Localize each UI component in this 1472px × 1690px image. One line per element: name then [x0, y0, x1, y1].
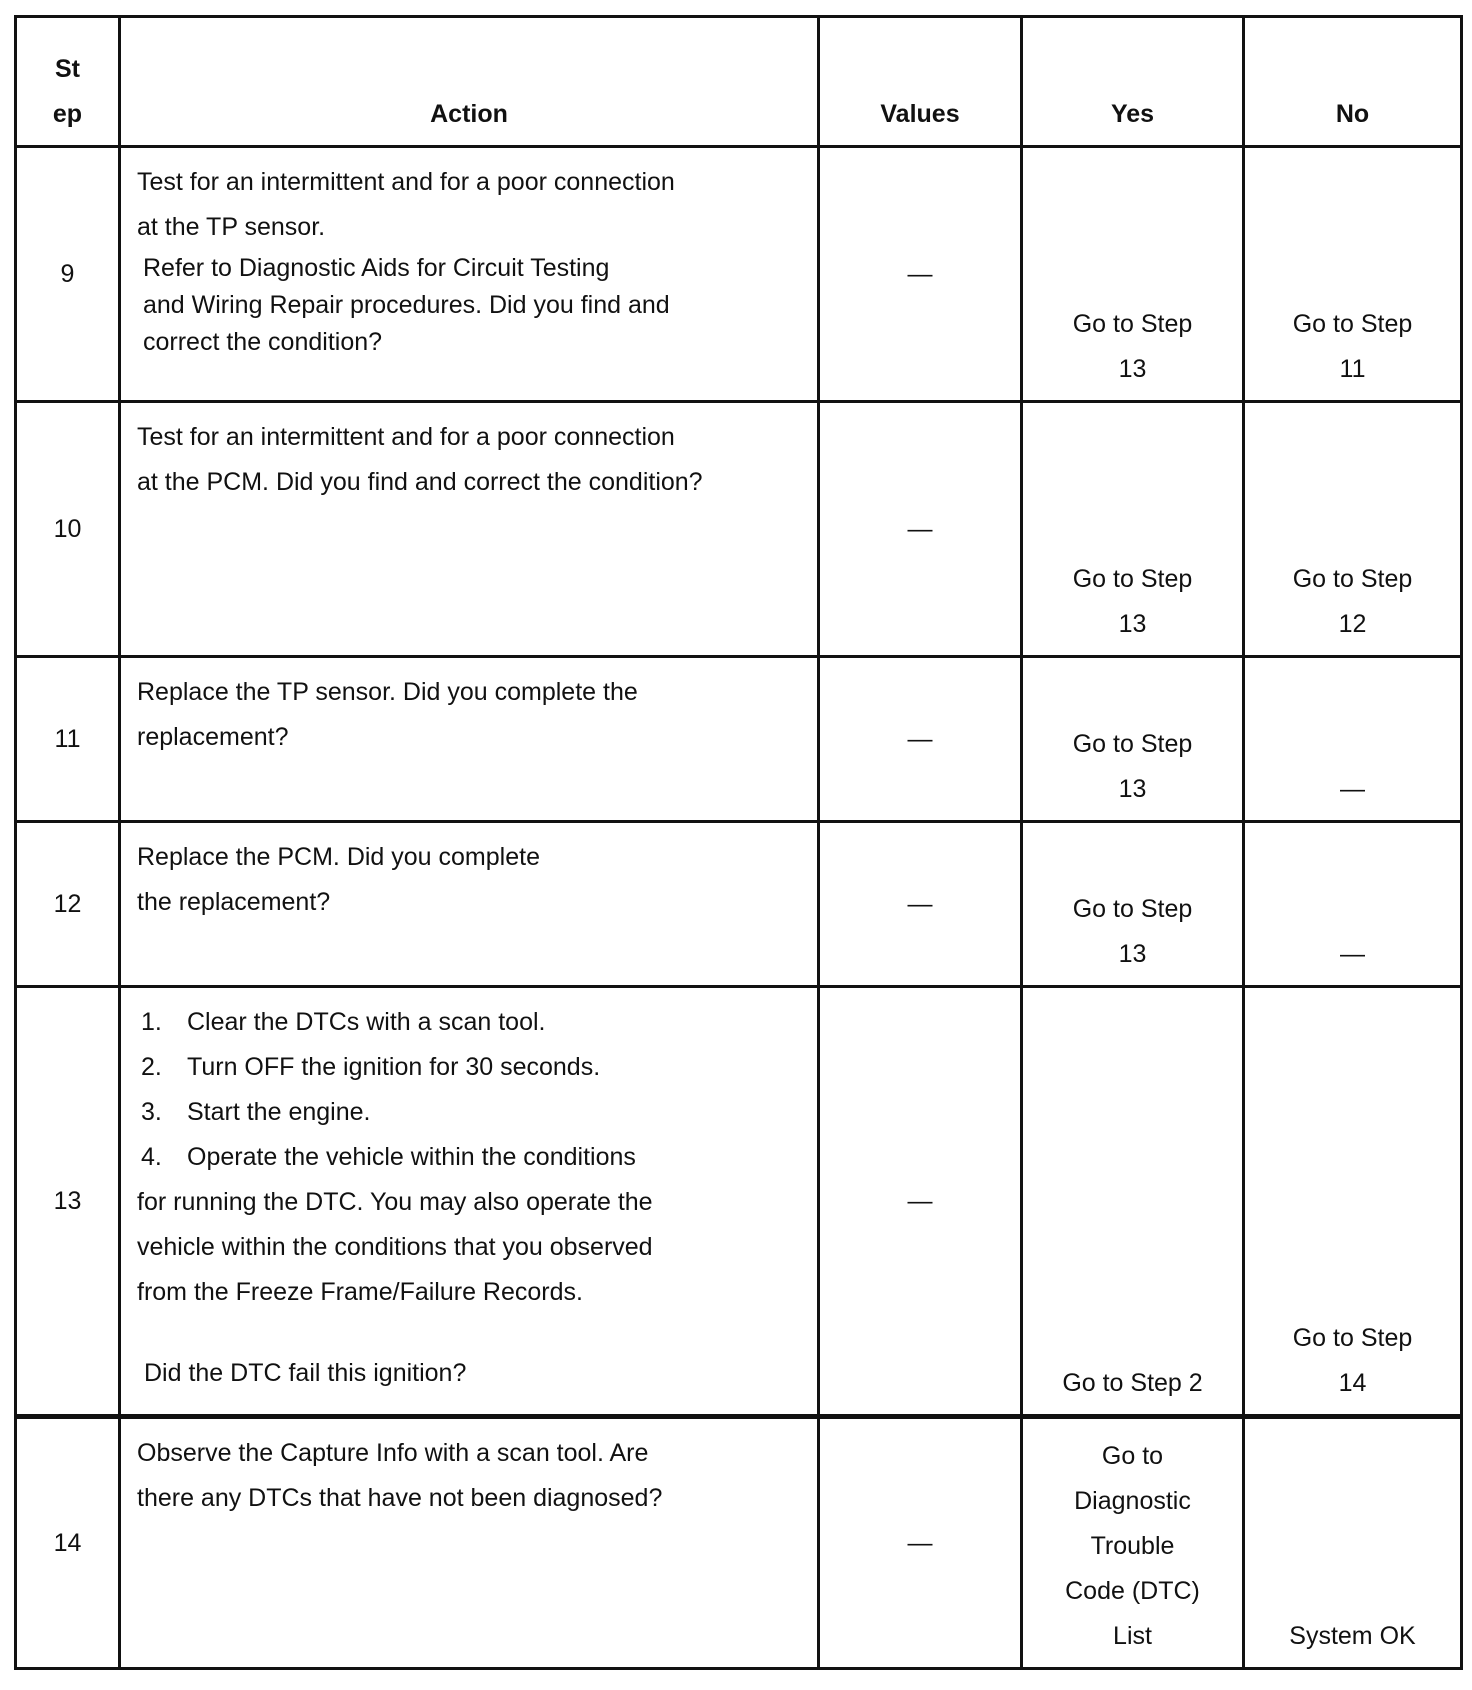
step-number: 12: [16, 822, 120, 987]
table-row: [16, 402, 1462, 657]
list-item: 3. Start the engine.: [141, 1098, 371, 1126]
header-action: Action: [120, 17, 819, 147]
step-number: 14: [16, 1417, 120, 1669]
action-cell: Replace the PCM. Did you complete the replacement?: [120, 822, 819, 987]
step-number: 11: [16, 657, 120, 822]
header-row: [16, 17, 1462, 147]
values-cell: —: [819, 147, 1022, 402]
values-cell: —: [819, 402, 1022, 657]
action-cell: Test for an intermittent and for a poor connection at the TP sensor. Refer to Diagnostic Aids for Circuit Testing and Wiring Repair procedures. Did you find and correct the condition?: [120, 147, 819, 402]
action-question: Did the DTC fail this ignition?: [144, 1359, 467, 1387]
header-no: No: [1244, 17, 1462, 147]
yes-cell: Go to Step 2: [1022, 987, 1244, 1417]
action-cell: Test for an intermittent and for a poor connection at the PCM. Did you find and correct the condition?: [120, 402, 819, 657]
action-cell: Replace the TP sensor. Did you complete the replacement?: [120, 657, 819, 822]
action-cell: Observe the Capture Info with a scan tool. Are there any DTCs that have not been diagnosed?: [120, 1417, 819, 1669]
values-cell: —: [819, 657, 1022, 822]
procedure-list: [137, 1000, 803, 1180]
action-cell: 1. Clear the DTCs with a scan tool. 2. Turn OFF the ignition for 30 seconds. 3. Start the engine. 4. Operate the vehicle within the conditions for running the DTC. You may also operate the vehicle within the conditions that you observed from the Freeze Frame/Failure Records. Did the DTC fail this ignition?: [120, 987, 819, 1417]
no-cell: —: [1244, 822, 1462, 987]
table-row: [16, 1417, 1462, 1669]
yes-cell: Go to Step 13: [1022, 822, 1244, 987]
table-row: [16, 987, 1462, 1417]
no-cell: —: [1244, 657, 1462, 822]
list-item: 1. Clear the DTCs with a scan tool.: [141, 1008, 546, 1036]
no-cell: System OK: [1244, 1417, 1462, 1669]
yes-cell: Go to Step 13: [1022, 147, 1244, 402]
header-step: St ep: [16, 17, 120, 147]
list-item: 2. Turn OFF the ignition for 30 seconds.: [141, 1053, 601, 1081]
yes-cell: Go to Step 13: [1022, 657, 1244, 822]
header-yes: Yes: [1022, 17, 1244, 147]
table-row: [16, 822, 1462, 987]
table-row: [16, 147, 1462, 402]
values-cell: —: [819, 822, 1022, 987]
no-cell: Go to Step 14: [1244, 987, 1462, 1417]
yes-cell: Go to Diagnostic Trouble Code (DTC) List: [1022, 1417, 1244, 1669]
step-number: 9: [16, 147, 120, 402]
no-cell: Go to Step 12: [1244, 402, 1462, 657]
table-row: [16, 657, 1462, 822]
values-cell: —: [819, 1417, 1022, 1669]
header-values: Values: [819, 17, 1022, 147]
step-number: 13: [16, 987, 120, 1417]
yes-cell: Go to Step 13: [1022, 402, 1244, 657]
no-cell: Go to Step 11: [1244, 147, 1462, 402]
step-number: 10: [16, 402, 120, 657]
diagnostic-table: [14, 15, 1463, 1670]
values-cell: —: [819, 987, 1022, 1417]
list-item: 4. Operate the vehicle within the conditions: [141, 1143, 636, 1171]
